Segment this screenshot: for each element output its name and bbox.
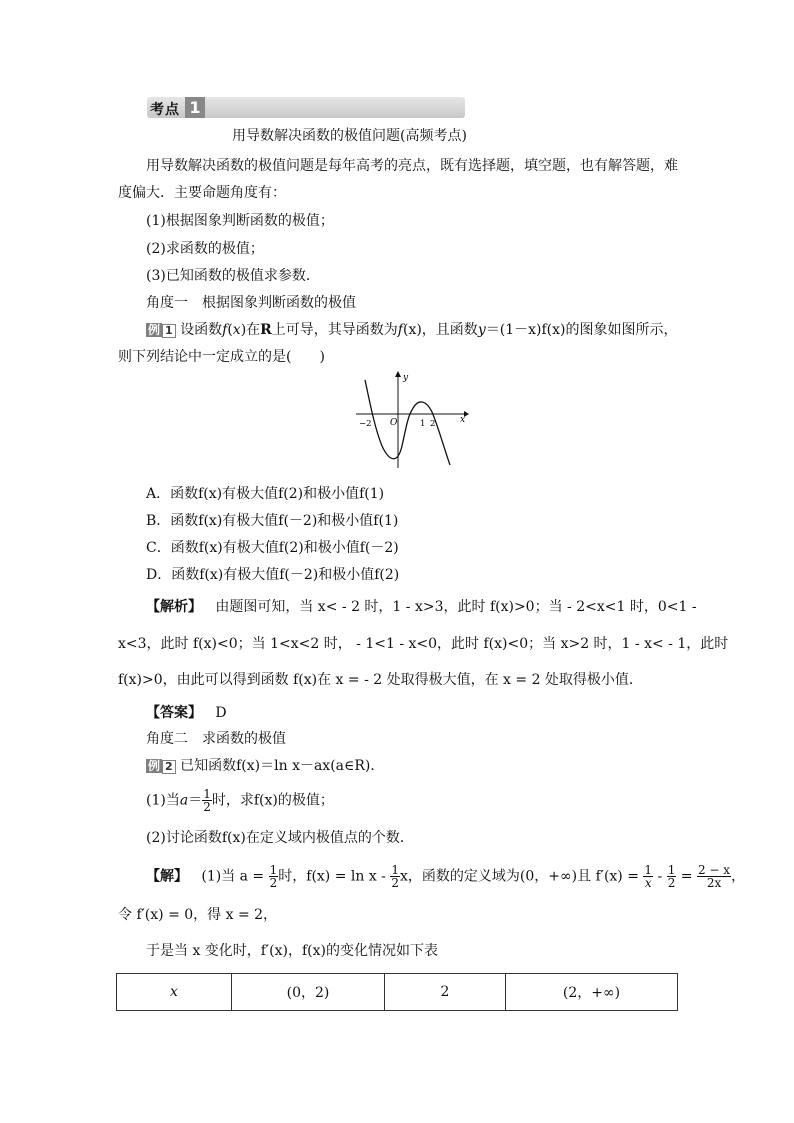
example-number: 1 xyxy=(162,324,176,338)
angle-1-heading: 角度一 根据图象判断函数的极值 xyxy=(146,295,356,311)
function-curve xyxy=(365,380,450,465)
numerator: 1 xyxy=(667,863,676,877)
text: 设函数 xyxy=(180,322,223,338)
denominator: 2 xyxy=(269,876,278,890)
example-2-stem xyxy=(146,756,384,776)
text: y xyxy=(477,322,486,338)
intro-line-2: 度偏大．主要命题角度有： xyxy=(118,185,286,201)
text: f xyxy=(397,322,403,338)
tick-label-neg2: −2 xyxy=(359,419,372,429)
fraction-half xyxy=(390,864,400,889)
denominator: 2x xyxy=(706,876,722,890)
tick-label-2: 2 xyxy=(430,419,436,429)
numerator: 1 xyxy=(203,787,211,801)
example-1-stem-line-2: 则下列结论中一定成立的是( ) xyxy=(118,349,325,365)
table-cell: (0，2) xyxy=(232,974,385,1011)
intro-line-1: 用导数解决函数的极值问题是每年高考的亮点，既有选择题，填空题，也有解答题，难 xyxy=(146,158,678,174)
text: (1)当 xyxy=(146,792,180,809)
text: ＝(1－x)f(x)的图象如图所示， xyxy=(485,322,678,338)
fraction-result xyxy=(697,864,731,889)
text: ， xyxy=(731,868,746,885)
analysis-tag: 【解析】 xyxy=(146,599,202,615)
text: - xyxy=(653,868,667,885)
fraction-inverse-x xyxy=(643,864,653,889)
answer-tag: 【答案】 xyxy=(146,705,202,721)
answer-value: D xyxy=(215,705,227,721)
option-d: D．函数f(x)有极大值f(－2)和极小值f(2) xyxy=(146,567,400,583)
section-title: 用导数解决函数的极值问题(高频考点) xyxy=(232,128,467,144)
text: 已知函数f(x)＝ln x－ax(a∈R)． xyxy=(180,758,385,774)
example-2-question-2: (2)讨论函数f(x)在定义域内极值点的个数． xyxy=(146,830,414,846)
option-c: C．函数f(x)有极大值f(2)和极小值f(－2) xyxy=(146,540,399,556)
solution-2-line-2: 令 f′(x) = 0，得 x = 2， xyxy=(118,907,278,923)
numerator: 1 xyxy=(644,863,653,877)
text: f xyxy=(222,322,228,338)
numerator: 2 − x xyxy=(697,863,731,877)
text: a xyxy=(179,792,189,809)
intro-item-2: (2)求函数的极值； xyxy=(146,241,264,257)
analysis-1-line-3: f(x)>0，由此可以得到函数 f(x)在 x = - 2 处取得极大值，在 x = 2 处取得极小值． xyxy=(118,672,643,688)
analysis-1-line-1 xyxy=(146,597,697,617)
analysis-1-line-2: x<3，此时 f(x)<0；当 1<x<2 时， - 1<1 - x<0，此时 f(x)<0；当 x>2 时，1 - x< - 1，此时 xyxy=(118,636,729,652)
example-2-question-1 xyxy=(146,788,334,813)
denominator: 2 xyxy=(391,876,400,890)
intro-item-1: (1)根据图象判断函数的极值； xyxy=(146,213,334,229)
function-graph xyxy=(352,368,470,473)
example-badge: 例 xyxy=(148,759,161,773)
numerator: 1 xyxy=(269,863,278,877)
text: 上可导，其导函数为 xyxy=(271,322,398,338)
text: ( xyxy=(227,322,233,338)
numerator: 1 xyxy=(391,863,400,877)
solution-2-line-3: 于是当 x 变化时，f′(x)，f(x)的变化情况如下表 xyxy=(146,943,438,959)
text: 由题图可知，当 x< - 2 时，1 - x>3，此时 f(x)>0；当 - 2<x<1 时，0<1 - xyxy=(215,599,697,615)
text: )在 xyxy=(240,322,261,338)
option-b: B．函数f(x)有极大值f(－2)和极小值f(1) xyxy=(146,513,399,529)
option-a: A．函数f(x)有极大值f(2)和极小值f(1) xyxy=(146,486,385,502)
y-axis-arrow xyxy=(395,371,401,377)
fraction-half xyxy=(667,864,677,889)
section-header-number: 1 xyxy=(185,97,205,118)
text: 时，f(x) = ln x - xyxy=(278,868,391,885)
variation-table xyxy=(116,973,678,1011)
x-axis-label: x xyxy=(460,415,466,425)
text: (1)当 a = xyxy=(201,868,269,885)
denominator: 2 xyxy=(667,876,676,890)
text: = xyxy=(676,868,697,885)
text: (x)，且函数 xyxy=(402,322,478,338)
angle-2-heading: 角度二 求函数的极值 xyxy=(146,731,286,747)
intro-item-3: (3)已知函数的极值求参数． xyxy=(146,268,320,284)
solution-tag: 【解】 xyxy=(146,868,188,885)
fraction-half xyxy=(269,864,279,889)
table-cell: (2，+∞) xyxy=(506,974,678,1011)
text: x xyxy=(232,322,241,338)
table-cell: 2 xyxy=(385,974,506,1011)
y-axis-label: y xyxy=(403,373,409,383)
text: R xyxy=(260,322,272,338)
table-cell: x xyxy=(117,974,232,1011)
text: 时，求f(x)的极值； xyxy=(211,792,334,809)
tick-label-1: 1 xyxy=(420,419,426,429)
fraction-half xyxy=(202,788,212,813)
solution-2-line-1 xyxy=(146,864,745,889)
section-header-label: 考点 xyxy=(150,102,180,118)
origin-label: O xyxy=(390,418,398,428)
answer-1 xyxy=(146,703,227,723)
denominator: x xyxy=(644,876,652,890)
text: x，函数的定义域为(0，+∞)且 f′(x) = xyxy=(400,868,644,885)
example-1-stem xyxy=(146,320,677,340)
example-badge: 例 xyxy=(148,323,161,337)
example-number: 2 xyxy=(162,760,176,774)
table-row xyxy=(117,974,678,1011)
text: ＝ xyxy=(188,792,203,809)
denominator: 2 xyxy=(203,800,211,814)
